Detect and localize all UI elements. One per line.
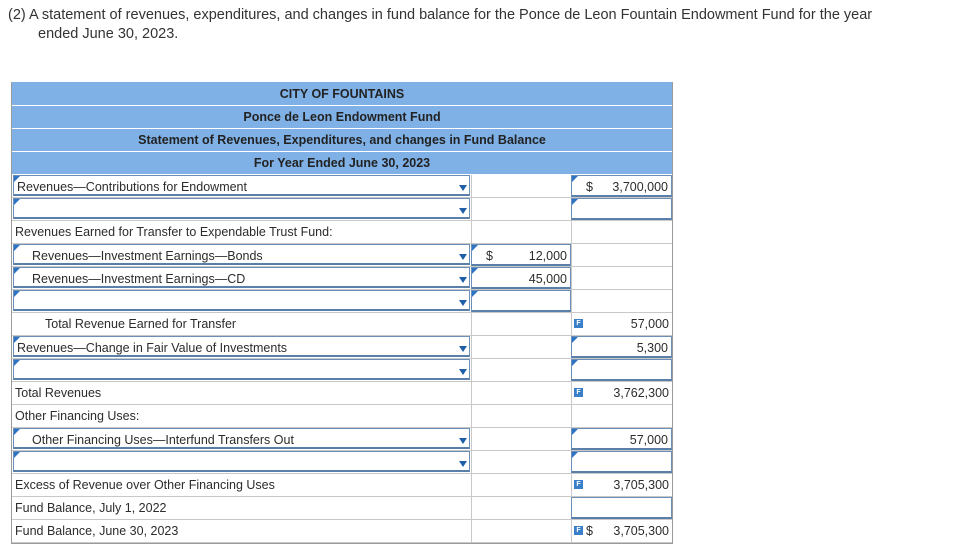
chevron-down-icon	[459, 346, 467, 352]
amount-cell-col1	[471, 428, 571, 450]
amount-cell-col2	[571, 290, 672, 312]
statement-row-bonds	[12, 244, 672, 267]
cell-marker-icon	[572, 429, 578, 435]
amount-value: 45,000	[528, 272, 567, 286]
amount-value: 12,000	[528, 249, 567, 263]
total-label: Total Revenues	[15, 386, 102, 400]
amount-value: 3,762,300	[613, 386, 669, 400]
dropdown-toggle[interactable]	[453, 452, 473, 474]
dropdown-toggle[interactable]	[453, 176, 473, 198]
formula-badge-icon: F	[574, 319, 583, 328]
cell-marker-icon	[572, 360, 578, 366]
amount-cell-col2	[571, 244, 672, 266]
account-label	[14, 456, 17, 470]
total-label: Total Revenue Earned for Transfer	[45, 317, 237, 331]
amount-cell-col1	[471, 221, 571, 243]
amount-formula-col2	[571, 474, 672, 496]
amount-value: 5,300	[636, 341, 668, 355]
amount-formula-col2	[571, 382, 672, 404]
account-label: Revenues—Contributions for Endowment	[17, 180, 247, 194]
amount-input-col2[interactable]	[571, 175, 672, 197]
amount-input-col2[interactable]	[571, 359, 672, 381]
row-label: Fund Balance, July 1, 2022	[15, 501, 167, 515]
amount-cell-col1	[471, 359, 571, 381]
dropdown-toggle[interactable]	[453, 291, 473, 313]
statement-row-blank	[12, 290, 672, 313]
financial-statement-worksheet	[11, 82, 673, 544]
statement-row-transfers-out	[12, 428, 672, 451]
chevron-down-icon	[459, 438, 467, 444]
account-label: Revenues—Change in Fair Value of Investments	[17, 341, 288, 355]
amount-cell-col1	[471, 474, 571, 496]
statement-row-total-transfer	[12, 313, 672, 336]
cell-marker-icon	[472, 268, 478, 274]
cell-marker-icon	[14, 452, 20, 458]
cell-marker-icon	[14, 268, 20, 274]
chevron-down-icon	[459, 254, 467, 260]
header-fund: Ponce de Leon Endowment Fund	[12, 106, 672, 129]
chevron-down-icon	[459, 208, 467, 214]
account-dropdown[interactable]	[13, 359, 470, 380]
chevron-down-icon	[459, 277, 467, 283]
dropdown-toggle[interactable]	[453, 360, 473, 382]
label-cell	[12, 497, 471, 519]
account-dropdown[interactable]	[13, 267, 470, 288]
statement-row-section-label	[12, 405, 672, 428]
account-label: Revenues—Investment Earnings—Bonds	[32, 249, 263, 263]
amount-cell-col1	[471, 313, 571, 335]
statement-row-fund-balance-begin	[12, 497, 672, 520]
cell-marker-icon	[472, 245, 478, 251]
cell-marker-icon	[472, 291, 478, 297]
account-label: Revenues—Investment Earnings—CD	[32, 272, 246, 286]
dollar-sign: $	[586, 180, 593, 194]
total-label-cell	[12, 382, 471, 404]
section-label-cell	[12, 405, 471, 427]
amount-value: 3,705,300	[613, 478, 669, 492]
amount-cell-col1	[471, 520, 571, 542]
cell-marker-icon	[14, 245, 20, 251]
cell-marker-icon	[14, 337, 20, 343]
account-dropdown[interactable]	[13, 451, 470, 472]
amount-formula-col2	[571, 313, 672, 335]
amount-cell-col1	[471, 382, 571, 404]
section-label-cell	[12, 221, 471, 243]
amount-value: 57,000	[630, 317, 669, 331]
total-label: Excess of Revenue over Other Financing Uses	[15, 478, 275, 492]
statement-row-contributions	[12, 175, 672, 198]
amount-cell-col1	[471, 451, 571, 473]
formula-badge-icon: F	[574, 388, 583, 397]
statement-row-fund-balance-end	[12, 520, 672, 543]
chevron-down-icon	[459, 300, 467, 306]
header-period: For Year Ended June 30, 2023	[12, 152, 672, 175]
amount-cell-col1	[471, 198, 571, 220]
cell-marker-icon	[14, 291, 20, 297]
account-dropdown[interactable]	[13, 336, 470, 357]
amount-input-col1[interactable]	[471, 244, 571, 266]
header-entity: CITY OF FOUNTAINS	[12, 82, 672, 106]
statement-row-blank	[12, 451, 672, 474]
amount-value: 57,000	[629, 433, 668, 447]
cell-marker-icon	[572, 452, 578, 458]
total-label-cell	[12, 313, 471, 335]
chevron-down-icon	[459, 369, 467, 375]
account-dropdown[interactable]	[13, 428, 470, 449]
total-label-cell	[12, 474, 471, 496]
row-label: Fund Balance, June 30, 2023	[15, 524, 179, 538]
amount-input-col1[interactable]	[471, 267, 571, 289]
account-label	[14, 364, 17, 378]
dollar-sign: $	[586, 524, 593, 538]
chevron-down-icon	[459, 461, 467, 467]
statement-row-cd	[12, 267, 672, 290]
account-label	[14, 295, 17, 309]
statement-row-fair-value	[12, 336, 672, 359]
amount-cell-col1	[471, 336, 571, 358]
dropdown-toggle[interactable]	[453, 337, 473, 359]
statement-row-excess	[12, 474, 672, 497]
cell-marker-icon	[572, 199, 578, 205]
amount-input-col2[interactable]	[571, 198, 672, 220]
question-prompt	[8, 6, 958, 44]
amount-cell-col2	[571, 267, 672, 289]
amount-input-col2[interactable]	[571, 497, 672, 519]
section-label: Revenues Earned for Transfer to Expendable Trust Fund:	[15, 225, 333, 239]
cell-marker-icon	[572, 337, 578, 343]
section-label: Other Financing Uses:	[15, 409, 140, 423]
formula-badge-icon: F	[574, 526, 583, 535]
cell-marker-icon	[14, 429, 20, 435]
dropdown-toggle[interactable]	[453, 429, 473, 451]
dollar-sign: $	[486, 249, 493, 263]
amount-formula-col2	[571, 520, 672, 542]
amount-value: 3,705,300	[613, 524, 669, 538]
amount-input-col2[interactable]	[571, 336, 672, 358]
label-cell	[12, 520, 471, 542]
prompt-line-1: (2) A statement of revenues, expenditures, and changes in fund balance for the Ponce de Leon Fountain Endowment Fund for the year	[8, 7, 873, 23]
account-dropdown[interactable]	[13, 198, 470, 219]
cell-marker-icon	[572, 176, 578, 182]
amount-cell-col2	[571, 405, 672, 427]
account-dropdown[interactable]	[13, 244, 470, 265]
amount-cell-col1	[471, 497, 571, 519]
cell-marker-icon	[14, 199, 20, 205]
prompt-line-2: ended June 30, 2023.	[38, 26, 179, 42]
dropdown-toggle[interactable]	[453, 268, 473, 290]
statement-row-total-revenues	[12, 382, 672, 405]
account-dropdown[interactable]	[13, 175, 470, 196]
amount-input-col2[interactable]	[571, 428, 672, 450]
chevron-down-icon	[459, 185, 467, 191]
account-dropdown[interactable]	[13, 290, 470, 311]
statement-row-section-label	[12, 221, 672, 244]
amount-cell-col1	[471, 175, 571, 197]
amount-cell-col1	[471, 405, 571, 427]
statement-row-blank	[12, 359, 672, 382]
header-statement: Statement of Revenues, Expenditures, and changes in Fund Balance	[12, 129, 672, 152]
account-label	[14, 203, 17, 217]
cell-marker-icon	[14, 176, 20, 182]
statement-row-blank	[12, 198, 672, 221]
amount-input-col2[interactable]	[571, 451, 672, 473]
formula-badge-icon: F	[574, 480, 583, 489]
dropdown-toggle[interactable]	[453, 245, 473, 267]
cell-marker-icon	[14, 360, 20, 366]
amount-value: 3,700,000	[612, 180, 668, 194]
dropdown-toggle[interactable]	[453, 199, 473, 221]
amount-cell-col2	[571, 221, 672, 243]
account-label: Other Financing Uses—Interfund Transfers Out	[32, 433, 294, 447]
amount-input-col1[interactable]	[471, 290, 571, 312]
